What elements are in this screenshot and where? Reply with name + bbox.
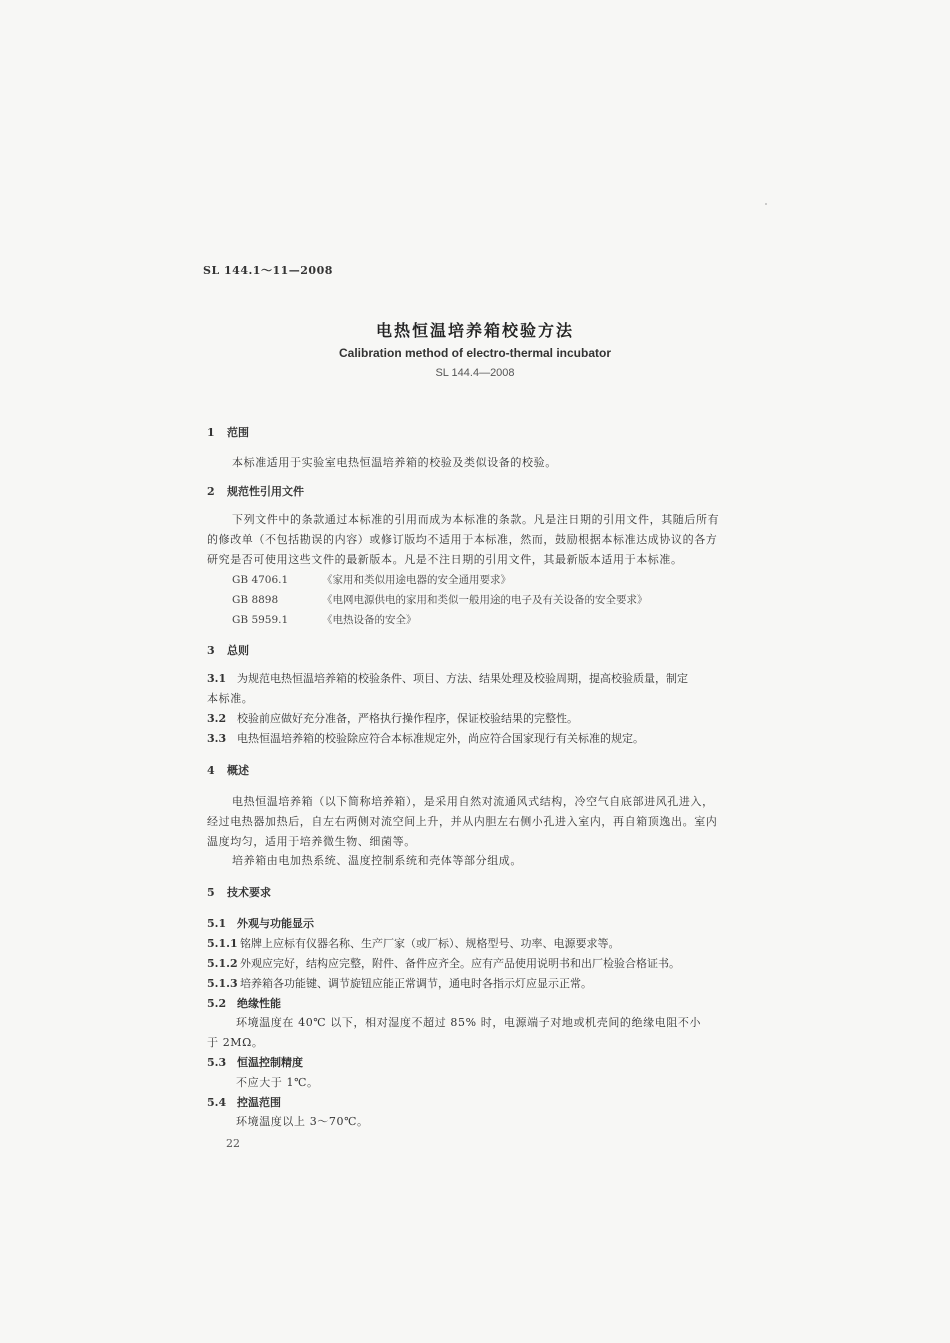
subsection-number: 5.4 [207,1096,227,1109]
clause-text: 电热恒温培养箱的校验除应符合本标准规定外，尚应符合国家现行有关标准的规定。 [237,732,644,745]
reference-item [232,572,511,587]
clause-number: 5.1.1 [207,937,238,950]
section-2-paragraph-line: 研究是否可使用这些文件的最新版本。凡是不注日期的引用文件，其最新版本适用于本标准。 [207,553,683,566]
subsection-5-3-text: 不应大于 1℃。 [236,1076,319,1089]
subsection-title: 绝缘性能 [237,997,281,1010]
section-number: 5 [207,886,215,899]
reference-item [232,612,417,627]
section-4-paragraph-line: 温度均匀，适用于培养微生物、细菌等。 [207,835,416,848]
clause-text: 培养箱各功能键、调节旋钮应能正常调节，通电时各指示灯应显示正常。 [240,977,592,990]
title-chinese: 电热恒温培养箱校验方法 [375,321,574,340]
section-4-heading [207,762,249,778]
subsection-5-1 [207,915,314,931]
subsection-title: 外观与功能显示 [237,917,314,930]
clause-5-1-2 [207,955,680,971]
clause-3-2 [207,710,578,726]
clause-3-1 [207,670,688,686]
section-4-paragraph-line: 电热恒温培养箱（以下简称培养箱），是采用自然对流通风式结构，冷空气自底部进风孔进入， [232,795,714,808]
clause-number: 3.1 [207,672,227,685]
page-number: 22 [226,1137,240,1150]
section-4-paragraph-line: 培养箱由电加热系统、温度控制系统和壳体等部分组成。 [232,854,522,867]
clause-number: 3.2 [207,712,227,725]
subsection-5-4-text: 环境温度以上 3～70℃。 [236,1115,369,1128]
clause-number: 3.3 [207,732,227,745]
clause-3-3 [207,730,644,746]
reference-title: 《电网电源供电的家用和类似一般用途的电子及有关设备的安全要求》 [322,594,648,606]
clause-5-1-1 [207,935,620,951]
subsection-number: 5.2 [207,997,227,1010]
reference-title: 《家用和类似用途电器的安全通用要求》 [322,574,511,586]
clause-3-1-continued: 本标准。 [207,692,254,705]
scan-speck [765,203,767,205]
subsection-5-3 [207,1054,303,1070]
clause-text: 校验前应做好充分准备，严格执行操作程序，保证校验结果的完整性。 [237,712,578,725]
clause-text: 为规范电热恒温培养箱的校验条件、项目、方法、结果处理及校验周期，提高校验质量，制定 [237,672,688,685]
clause-text: 铭牌上应标有仪器名称、生产厂家（或厂标）、规格型号、功率、电源要求等。 [240,937,620,950]
section-2-heading [207,483,304,499]
subsection-5-2 [207,995,281,1011]
subsection-title: 控温范围 [237,1096,281,1109]
subsection-5-2-text-continued: 于 2MΩ。 [207,1036,264,1049]
section-title: 总则 [227,644,249,657]
title-english: Calibration method of electro-thermal incubator [338,346,612,360]
section-2-paragraph-line: 的修改单（不包括勘误的内容）或修订版均不适用于本标准，然而，鼓励根据本标准达成协议的各方 [207,533,718,546]
clause-number: 5.1.3 [207,977,238,990]
reference-title: 《电热设备的安全》 [322,614,417,626]
section-title: 技术要求 [227,886,271,899]
reference-code: GB 5959.1 [232,614,289,626]
standard-id: SL 144.1～11—2008 [203,264,333,277]
reference-item [232,592,648,607]
section-1-heading [207,424,249,440]
subsection-number: 5.3 [207,1056,227,1069]
title-code: SL 144.4—2008 [435,367,515,379]
section-3-heading [207,642,249,658]
section-title: 概述 [227,764,249,777]
section-2-paragraph-line: 下列文件中的条款通过本标准的引用而成为本标准的条款。凡是注日期的引用文件，其随后所有 [232,513,720,526]
section-number: 2 [207,485,215,498]
section-5-heading [207,884,271,900]
clause-5-1-3 [207,975,592,991]
section-title: 规范性引用文件 [227,485,304,498]
subsection-5-2-text: 环境温度在 40℃ 以下，相对湿度不超过 85% 时，电源端子对地或机壳间的绝缘电阻不小 [236,1016,702,1029]
clause-number: 5.1.2 [207,957,238,970]
reference-code: GB 8898 [232,594,279,606]
section-title: 范围 [227,426,249,439]
subsection-5-4 [207,1094,281,1110]
section-4-paragraph-line: 经过电热器加热后，自左右两侧对流空间上升，并从内胆左右侧小孔进入室内，再自箱顶逸出。室内 [207,815,718,828]
subsection-title: 恒温控制精度 [237,1056,303,1069]
section-1-paragraph: 本标准适用于实验室电热恒温培养箱的校验及类似设备的校验。 [232,456,557,469]
reference-code: GB 4706.1 [232,574,289,586]
section-number: 3 [207,644,215,657]
clause-text: 外观应完好，结构应完整，附件、备件应齐全。应有产品使用说明书和出厂检验合格证书。 [240,957,680,970]
section-number: 4 [207,764,215,777]
subsection-number: 5.1 [207,917,227,930]
section-number: 1 [207,426,215,439]
